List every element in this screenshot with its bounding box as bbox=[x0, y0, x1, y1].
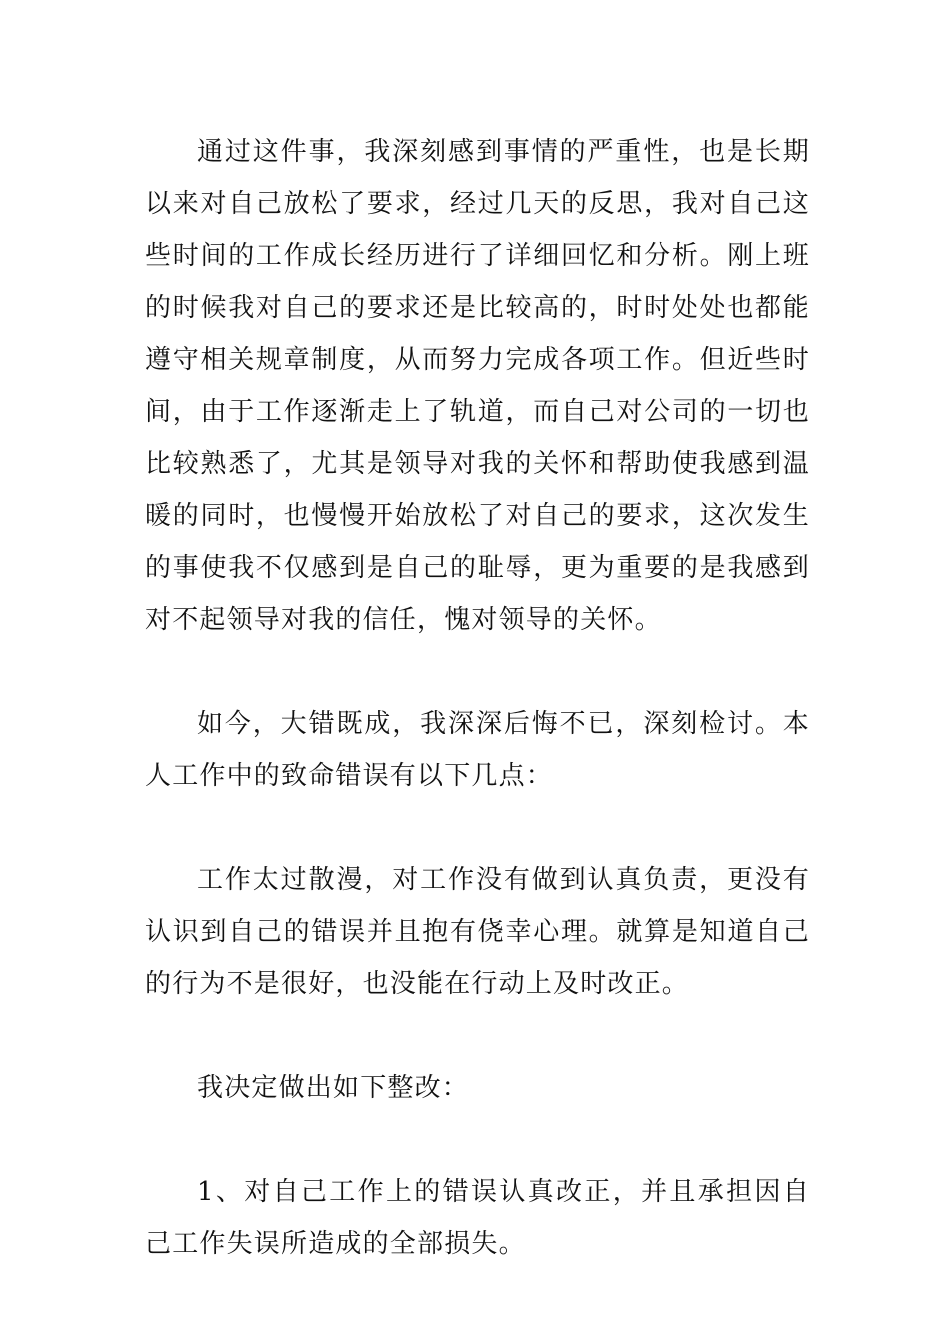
paragraph-spacer bbox=[145, 1010, 810, 1062]
document-body bbox=[145, 126, 810, 1270]
paragraph-mistake-detail: 工作太过散漫，对工作没有做到认真负责，更没有认识到自己的错误并且抱有侥幸心理。就算是知道自己的行为不是很好，也没能在行动上及时改正。 bbox=[145, 865, 810, 999]
paragraph-spacer bbox=[145, 802, 810, 854]
paragraph-spacer bbox=[145, 1114, 810, 1166]
paragraph-reflection: 通过这件事，我深刻感到事情的严重性，也是长期以来对自己放松了要求，经过几天的反思，我对自己这些时间的工作成长经历进行了详细回忆和分析。刚上班的时候我对自己的要求还是比较高的，时时处处也都能遵守相关规章制度，从而努力完成各项工作。但近些时间，由于工作逐渐走上了轨道，而自己对公司的一切也比较熟悉了，尤其是领导对我的关怀和帮助使我感到温暖的同时，也慢慢开始放松了对自己的要求，这次发生的事使我不仅感到是自己的耻辱，更为重要的是我感到对不起领导对我的信任，愧对领导的关怀。 bbox=[145, 137, 810, 635]
paragraph-rectification-intro: 我决定做出如下整改： bbox=[197, 1073, 470, 1103]
paragraph-spacer bbox=[145, 646, 810, 698]
paragraph-mistakes-intro: 如今，大错既成，我深深后悔不已，深刻检讨。本人工作中的致命错误有以下几点： bbox=[145, 709, 810, 791]
paragraph-rectification-item-1: 1、对自己工作上的错误认真改正，并且承担因自己工作失误所造成的全部损失。 bbox=[145, 1177, 810, 1259]
